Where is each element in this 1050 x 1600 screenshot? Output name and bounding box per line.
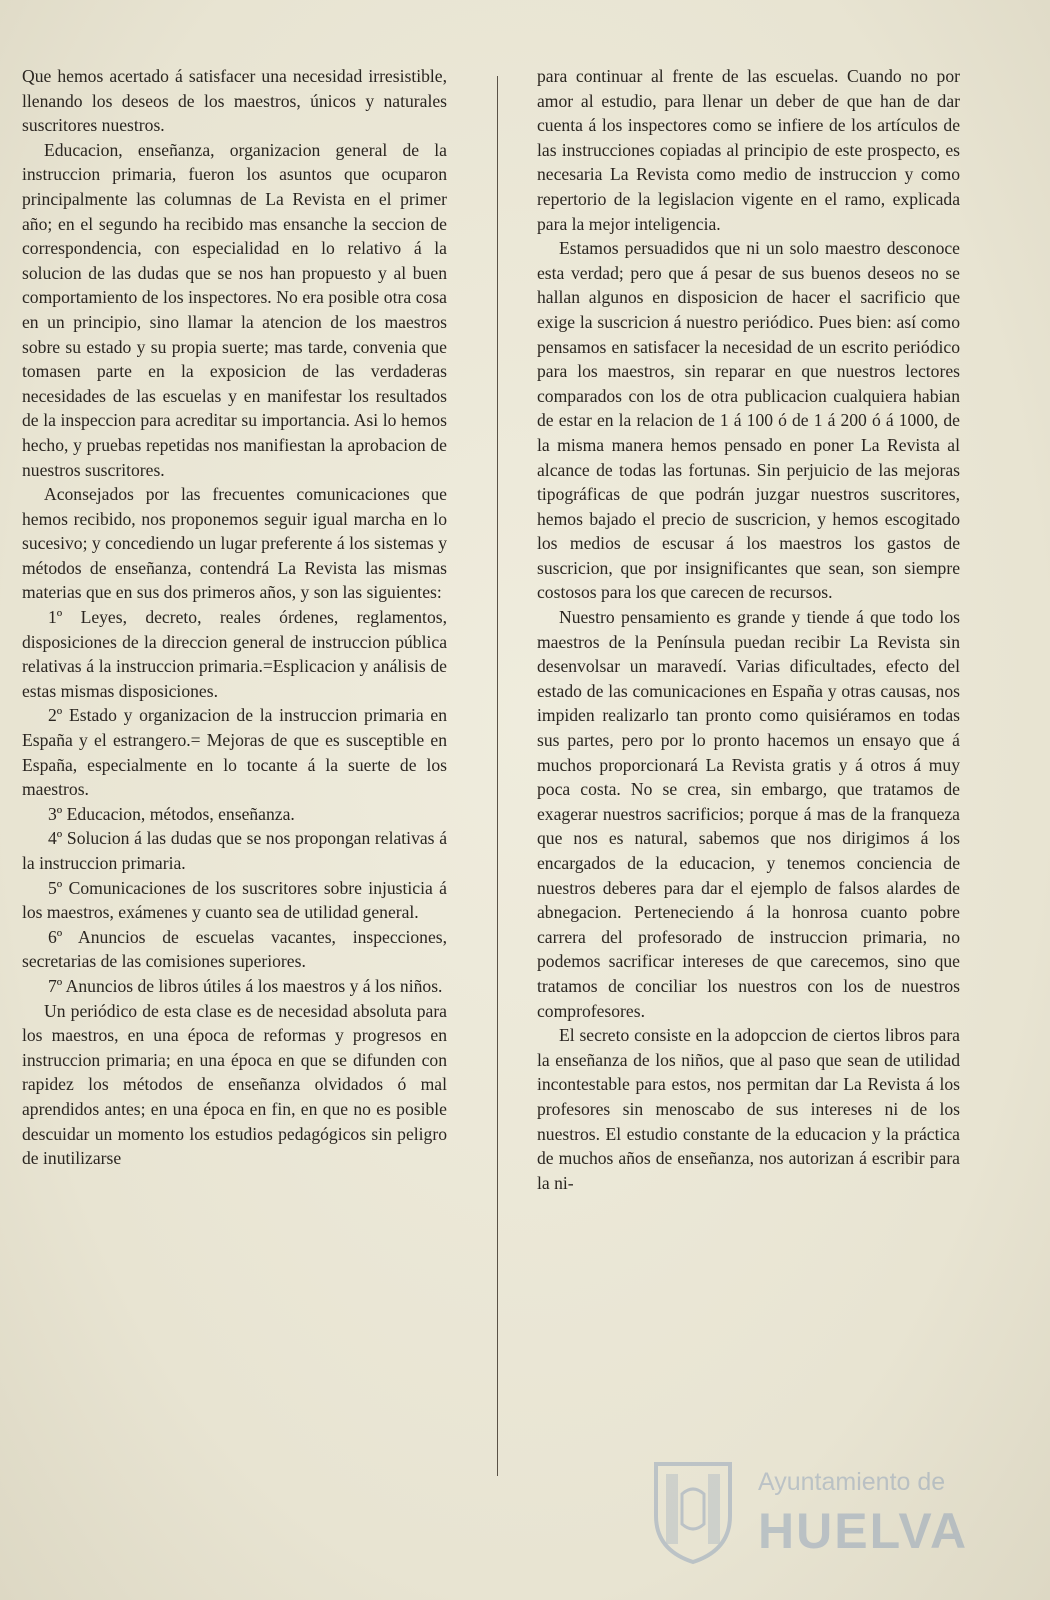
paragraph: Aconsejados por las frecuentes comunicaciones que hemos recibido, nos proponemos seguir igual marcha en lo sucesivo; y concediendo un lugar preferente á los sistemas y métodos de enseñanza, contendrá La Revista las mismas materias que en sus dos primeros años, y son las siguientes: — [22, 484, 447, 603]
paragraph: El secreto consiste en la adopccion de ciertos libros para la enseñanza de los niños, que al paso que sean de utilidad incontestable para estos, nos permitan dar La Revista á los profesores sin menoscabo de sus intereses ni de los nuestros. El estudio constante de la educacion y la práctica de muchos años de enseñanza, nos autorizan á escribir para la ni- — [537, 1025, 960, 1193]
right-text-column — [537, 64, 960, 1195]
list-item: 5º Comunicaciones de los suscritores sobre injusticia á los maestros, exámenes y cuanto sea de utilidad general. — [22, 877, 447, 923]
watermark-line1: Ayuntamiento de — [758, 1468, 946, 1496]
column-divider — [497, 76, 498, 1476]
paragraph: Estamos persuadidos que ni un solo maestro desconoce esta verdad; pero que á pesar de sus buenos deseos no se hallan algunos en disposicion de hacer el sacrificio que exige la suscricion á nuestro periódico. Pues bien: así como pensamos en satisfacer la necesidad de un escrito periódico para los maestros, sin reparar en que nuestros lectores comparados con los de otra publicacion cualquiera habian de estar en la relacion de 1 á 100 ó de 1 á 200 ó á 1000, de la misma manera hemos pensado en poner La Revista al alcance de todas las fortunas. Sin perjuicio de las mejoras tipográficas de que podrán juzgar nuestros suscritores, hemos bajado el precio de suscricion, y hemos escogitado los medios de escusar á los maestros los gastos de suscricion, que por insignificantes que sean, son siempre costosos para los que carecen de recursos. — [537, 238, 960, 603]
list-item: 4º Solucion á las dudas que se nos propongan relativas á la instruccion primaria. — [22, 828, 447, 873]
watermark-line2: HUELVA — [758, 1503, 969, 1559]
paragraph: Educacion, enseñanza, organizacion general de la instruccion primaria, fueron los asuntos que ocuparon principalmente las columnas de La Revista en el primer año; en el segundo ha recibido mas ensanche la seccion de correspondencia, con especialidad en lo relativo á la solucion de las dudas que se nos han propuesto y al buen comportamiento de los inspectores. No era posible otra cosa en un principio, sino llamar la atencion de los maestros sobre su estado y su propia suerte; mas tarde, convenia que tomasen parte en la exposicion de las verdaderas necesidades de las escuelas y en manifestar los resultados de la inspeccion para acreditar su importancia. Asi lo hemos hecho, y pruebas repetidas nos manifiestan la aprobacion de nuestros suscritores. — [22, 139, 447, 480]
paragraph: Un periódico de esta clase es de necesidad absoluta para los maestros, en una época de reformas y progresos en instruccion primaria; en una época en que se difunden con rapidez los métodos de enseñanza olvidados ó mal aprendidos antes; en una época en fin, en que no es posible descuidar un momento los estudios pedagógicos sin peligro de inutilizarse — [22, 1000, 447, 1169]
paragraph: para continuar al frente de las escuelas. Cuando no por amor al estudio, para llenar un deber de que han de dar cuenta á los inspectores como se infiere de los artículos de las instrucciones copiadas al principio de este prospecto, es necesaria La Revista como medio de instruccion y como repertorio de la legislacion vigente en el ramo, explicada para la mejor inteligencia. — [537, 66, 960, 234]
list-item: 1º Leyes, decreto, reales órdenes, reglamentos, disposiciones de la direccion general de instruccion pública relativas á la instruccion primaria.=Esplicacion y análisis de estas mismas disposiciones. — [22, 607, 447, 701]
list-item: 6º Anuncios de escuelas vacantes, inspecciones, secretarias de las comisiones superiores. — [22, 926, 447, 972]
list-item: 2º Estado y organizacion de la instruccion primaria en España y el estrangero.= Mejoras de que es susceptible en España, especialmente en lo tocante á la suerte de los maestros. — [22, 705, 447, 800]
paragraph: Nuestro pensamiento es grande y tiende á que todo los maestros de la Península puedan recibir La Revista sin desenvolsar un maravedí. Varias dificultades, efecto del estado de las comunicaciones en España y otras causas, nos impiden realizarlo tan pronto como quisiéramos en todas sus partes, pero por lo pronto hacemos un ensayo que á muchos proporcionará La Revista gratis y á otros á muy poca costa. No se crea, sin embargo, que tratamos de exagerar nuestros sacrificios; porque á mas de la franqueza que nos es natural, sabemos que nos dirigimos á los encargados de la educacion, y tenemos conciencia de nuestros deberes para dar el ejemplo de falsos alardes de abnegacion. Perteneciendo á la honrosa cuanto pobre carrera del profesorado de instruccion primaria, no podemos sacrificar intereses de que carecemos, sino que tratamos de conciliar los nuestros con los de nuestros comprofesores. — [537, 607, 960, 1021]
city-crest-icon — [648, 1454, 738, 1566]
paragraph: Que hemos acertado á satisfacer una necesidad irresistible, llenando los deseos de los maestros, únicos y naturales suscritores nuestros. — [22, 66, 447, 136]
watermark — [640, 1440, 980, 1580]
left-text-column — [22, 64, 447, 1171]
list-item: 7º Anuncios de libros útiles á los maestros y á los niños. — [48, 975, 443, 996]
list-item: 3º Educacion, métodos, enseñanza. — [48, 803, 295, 824]
